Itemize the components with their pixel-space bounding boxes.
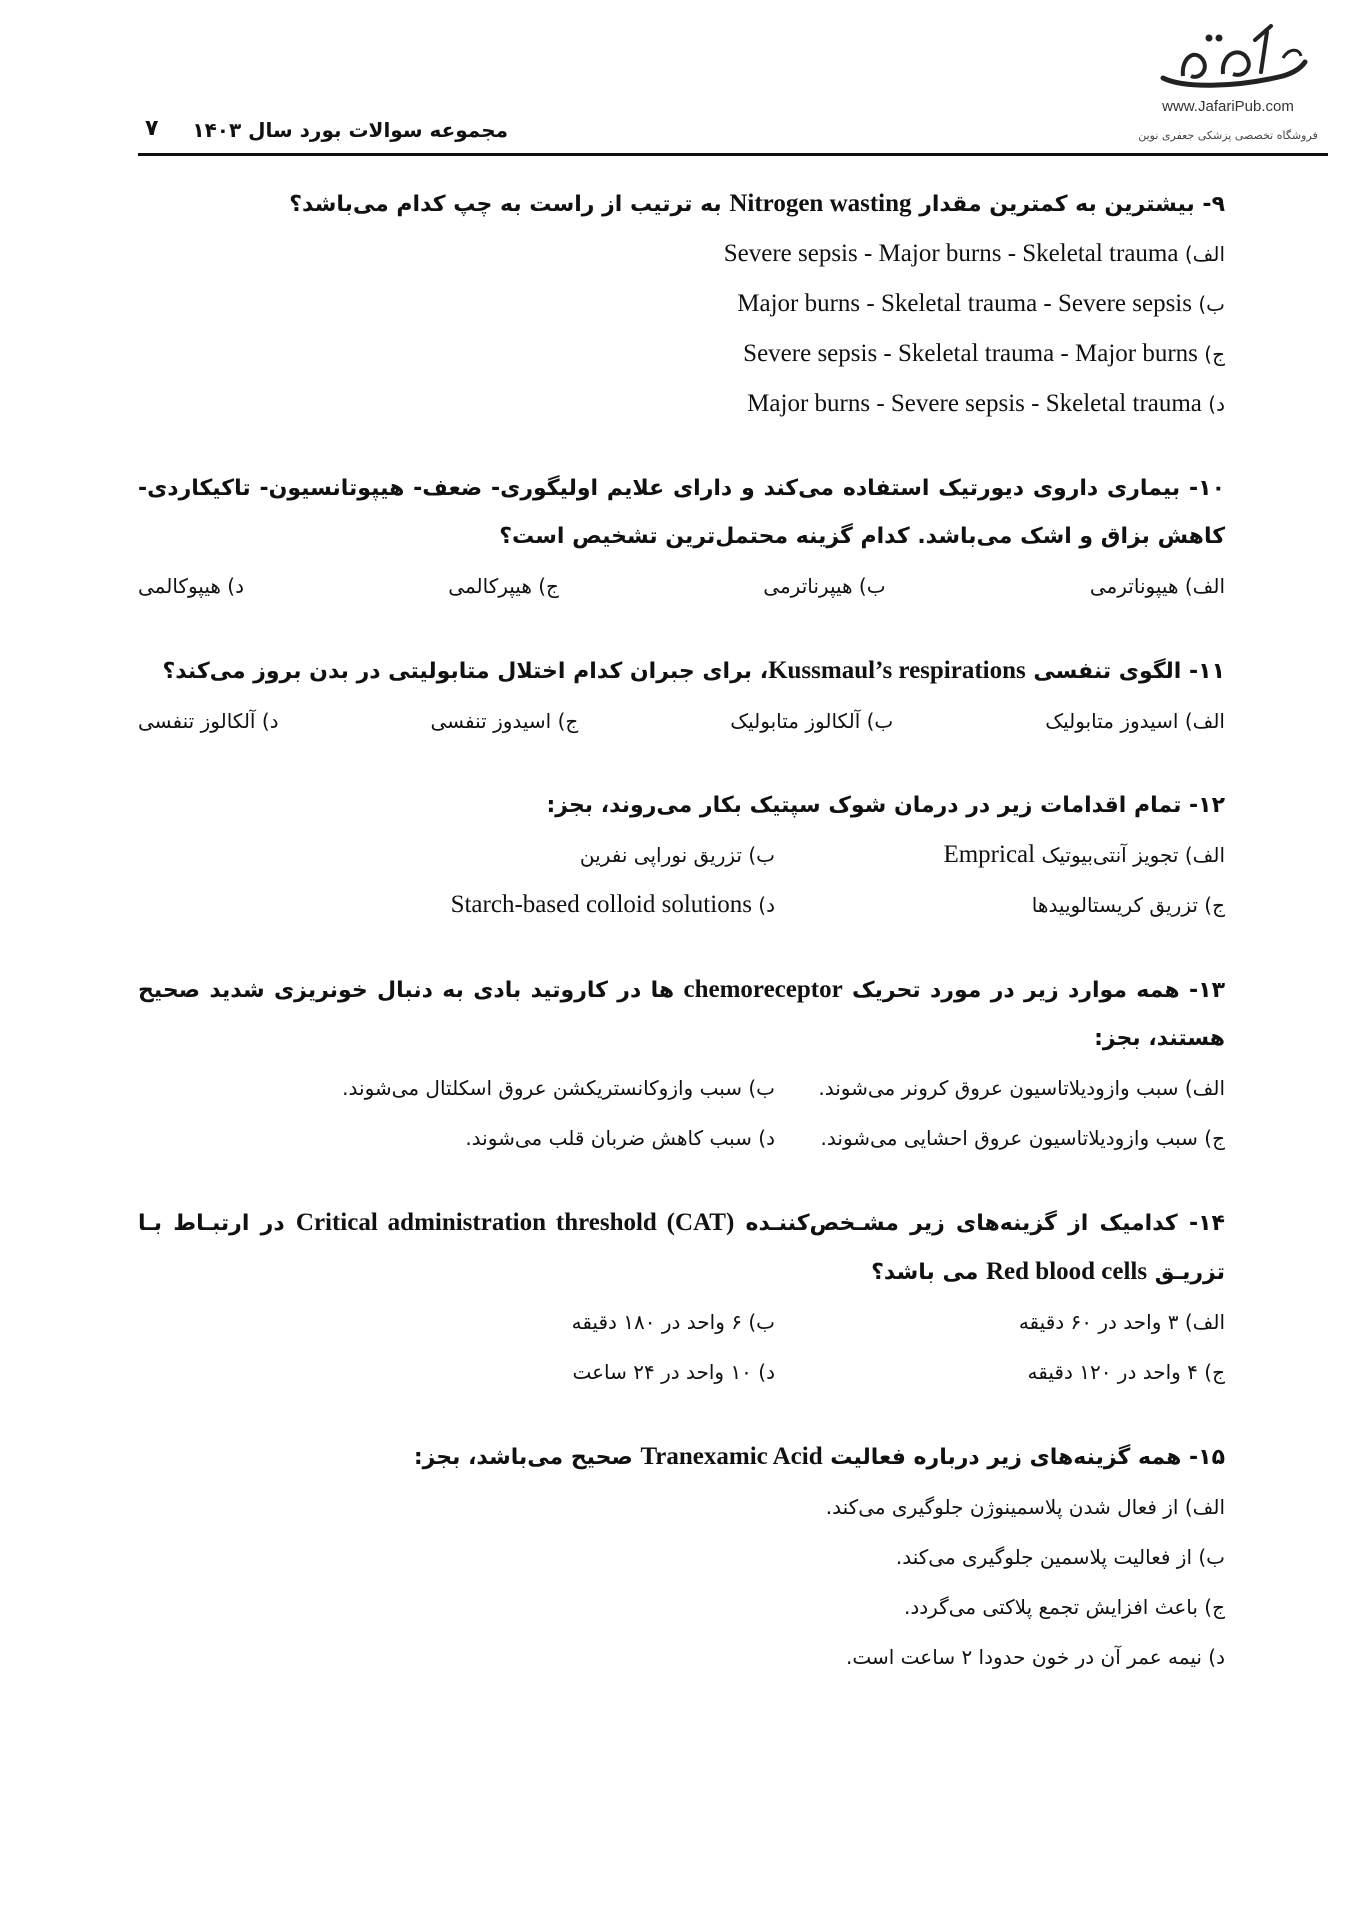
questions-list [138,180,1225,1718]
option-c [138,329,1225,379]
stem-english-term: Nitrogen wasting [729,190,912,217]
option-label: ب) [1192,292,1225,316]
option-b: ب) ۶ واحد در ۱۸۰ دقیقه [571,1310,775,1334]
option-a [775,830,1225,880]
option-text: ب) تزریق نوراپی نفرین [579,843,775,867]
option-c: ج) سبب وازودیلاتاسیون عروق احشایی می‌شوند. [820,1126,1225,1150]
option-text: ج) تزریق کریستالوییدها [1031,893,1225,917]
stem-english-term: Red blood cells [985,1258,1148,1285]
question-stem [138,1199,1225,1297]
stem-text: ۱۱- الگوی تنفسی [1025,659,1225,684]
option-c: ج) باعث افزایش تجمع پلاکتی می‌گردد. [903,1595,1225,1619]
stem-text: ها در کاروتید بادی به دنبال خونریزی شدید صحیح هستند، بجز: [138,978,1225,1051]
option-label: د) [1201,392,1225,416]
option-d [138,379,1225,429]
option-b [138,830,775,880]
question-stem [138,966,1225,1063]
options-grid [138,830,1225,930]
question-15 [138,1433,1225,1682]
stem-text: ۱۴- کدامیک از گزینه‌های زیر مشـخص‌کننـده [734,1211,1225,1236]
calligraphy-logo-icon [1143,18,1313,96]
stem-text: ، برای جبران کدام اختلال متابولیتی در بدن بروز می‌کند؟ [162,659,769,684]
option-text: Severe sepsis - Skeletal trauma - Major burns [743,340,1198,367]
option-d: د) سبب کاهش ضربان قلب می‌شوند. [465,1126,775,1150]
stem-text: در ارتبـاط بـا تزریـق [138,1211,1225,1285]
running-title: مجموعه سوالات بورد سال ۱۴۰۳ [192,118,508,142]
question-14 [138,1199,1225,1397]
options-list [138,229,1225,429]
option-b: ب) از فعالیت پلاسمین جلوگیری می‌کند. [895,1545,1225,1569]
option-b: ب) آلکالوز متابولیک [730,709,894,733]
stem-text: صحیح می‌باشد، بجز: [413,1445,641,1470]
stem-text: ۹- بیشترین به کمترین مقدار [911,192,1225,217]
option-c [775,880,1225,930]
option-b: ب) هیپرناترمی [763,574,886,598]
option-a: الف) سبب وازودیلاتاسیون عروق کرونر می‌شوند. [818,1076,1225,1100]
option-label: الف) [1178,242,1225,266]
options-grid [138,1297,1225,1397]
question-10 [138,465,1225,611]
options-row [138,696,1225,746]
question-stem: ۱۲- تمام اقدامات زیر در درمان شوک سپتیک بکار می‌روند، بجز: [546,793,1225,818]
option-text: Severe sepsis - Major burns - Skeletal trauma [723,240,1179,267]
stem-english-term: Critical administration threshold (CAT) [295,1209,735,1236]
logo-website-url: www.JafariPub.com [1162,98,1294,115]
option-d: د) آلکالوز تنفسی [138,709,279,733]
question-11 [138,647,1225,746]
publisher-logo [1123,18,1333,153]
question-9 [138,180,1225,429]
options-list [138,1482,1225,1682]
option-english-term: Emprical [943,841,1036,868]
stem-text: ۱۵- همه گزینه‌های زیر درباره فعالیت [822,1445,1225,1470]
question-stem [138,647,1225,696]
option-c: ج) اسیدوز تنفسی [430,709,579,733]
stem-text: به ترتیب از راست به چپ کدام می‌باشد؟ [289,192,730,217]
options-row [138,561,1225,611]
option-a: الف) ۳ واحد در ۶۰ دقیقه [1018,1310,1225,1334]
option-a: الف) اسیدوز متابولیک [1045,709,1225,733]
option-d: د) ۱۰ واحد در ۲۴ ساعت [572,1360,775,1384]
option-text: الف) تجویز آنتی‌بیوتیک [1035,843,1225,867]
option-a: الف) از فعال شدن پلاسمینوژن جلوگیری می‌کند. [825,1495,1225,1519]
stem-text: ۱۳- همه موارد زیر در مورد تحریک [842,978,1225,1003]
stem-english-term: Tranexamic Acid [640,1443,823,1470]
page-number: ۷ [145,116,159,141]
question-stem: ۱۰- بیماری داروی دیورتیک استفاده می‌کند و دارای علایم اولیگوری- ضعف- هیپوتانسیون- تاکیکاردی- کاهش بزاق و اشک می‌باشد. کدام گزینه محتمل‌ترین تشخیص است؟ [138,476,1225,549]
option-d: د) هیپوکالمی [138,574,244,598]
stem-english-term: chemoreceptor [683,976,843,1003]
stem-english-term: Kussmaul’s respirations [768,657,1026,684]
option-text: Major burns - Skeletal trauma - Severe sepsis [737,290,1192,317]
option-a: الف) هیپوناترمی [1089,574,1225,598]
option-d [138,880,775,930]
options-grid [138,1063,1225,1163]
option-label: ج) [1197,342,1225,366]
option-label: د) [751,893,775,917]
option-c: ج) ۴ واحد در ۱۲۰ دقیقه [1027,1360,1225,1384]
header-divider [138,153,1328,156]
logo-store-name: فروشگاه تخصصی پزشکی جعفری نوین [1138,129,1318,142]
question-stem [138,180,1225,229]
option-text: Major burns - Severe sepsis - Skeletal trauma [747,390,1202,417]
question-stem [138,1433,1225,1482]
option-d: د) نیمه عمر آن در خون حدودا ۲ ساعت است. [845,1645,1225,1669]
question-12 [138,782,1225,930]
option-a [138,229,1225,279]
option-b [138,279,1225,329]
stem-text: می باشد؟ [871,1260,986,1285]
option-english-term: Starch-based colloid solutions [450,891,752,918]
question-13 [138,966,1225,1163]
option-c: ج) هیپرکالمی [448,574,559,598]
option-b: ب) سبب وازوکانستریکشن عروق اسکلتال می‌شوند. [342,1076,775,1100]
